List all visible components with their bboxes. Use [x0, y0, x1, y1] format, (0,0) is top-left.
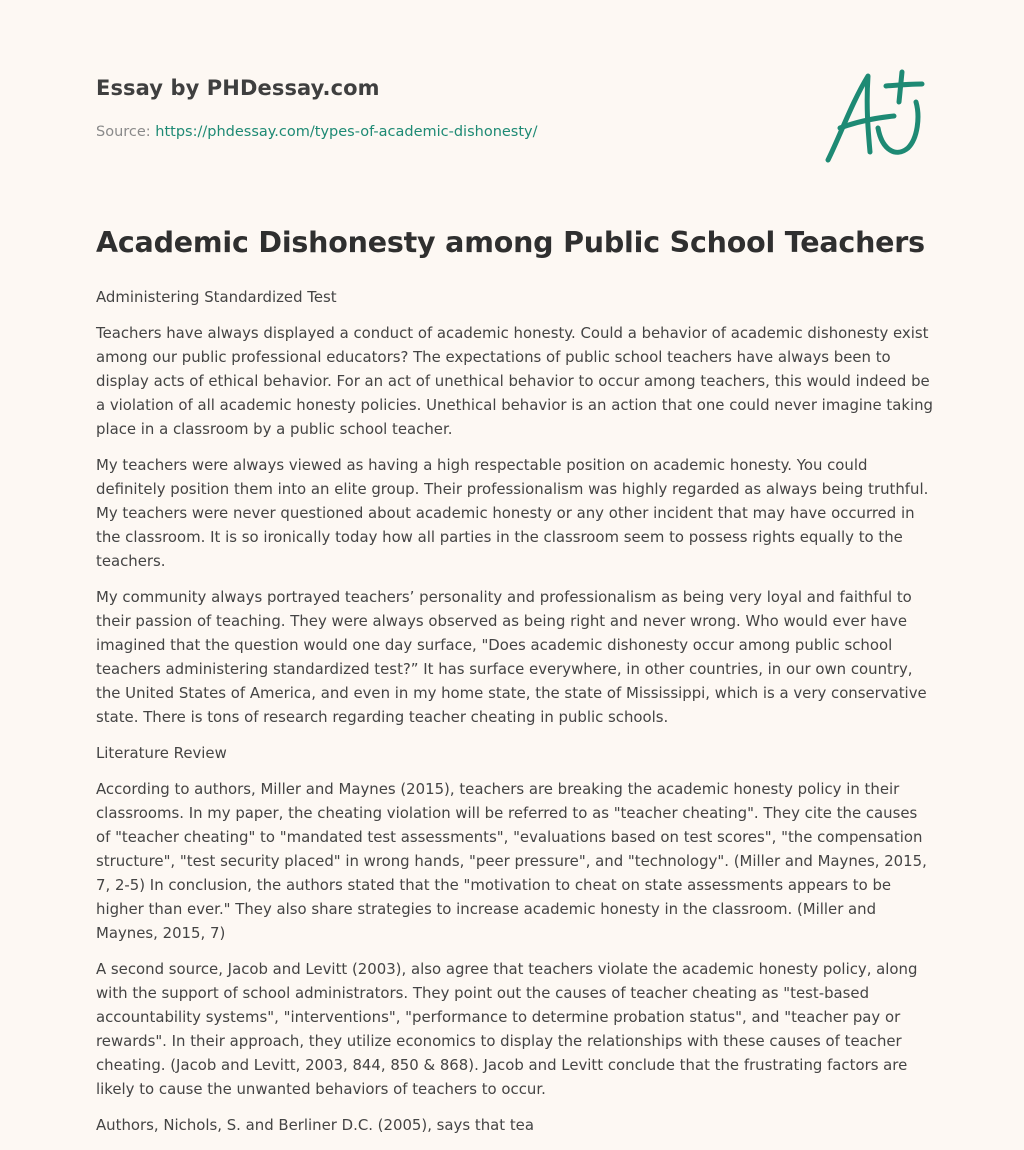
essay-body: [96, 285, 936, 1149]
paragraph: My teachers were always viewed as having a high respectable position on academic honesty. You could definitely position them into an elite group. Their professionalism was highly regarded as always being truthful. My teachers were never questioned about academic honesty or any other incident that may have occurred in the classroom. It is so ironically today how all parties in the classroom seem to possess rights equally to the teachers.: [96, 456, 929, 570]
paragraph-truncated: Authors, Nichols, S. and Berliner D.C. (2005), says that tea: [96, 1116, 534, 1134]
essay-header: [96, 0, 936, 200]
paragraph: A second source, Jacob and Levitt (2003), also agree that teachers violate the academic honesty policy, along with the support of school administrators. They point out the causes of teacher cheating as "test-based accountability systems", "interventions", "performance to determine probation status", and "teacher pay or rewards". In their approach, they utilize economics to display the relationships with these causes of teacher cheating. (Jacob and Levitt, 2003, 844, 850 & 868). Jacob and Levitt conclude that the frustrating factors are likely to cause the unwanted behaviors of teachers to occur.: [96, 960, 918, 1098]
bottom-fade: [0, 1138, 1024, 1150]
essay-title: Academic Dishonesty among Public School Teachers: [96, 226, 925, 259]
brand-title: Essay by PHDessay.com: [96, 76, 380, 100]
source-link[interactable]: https://phdessay.com/types-of-academic-dishonesty/: [155, 124, 538, 140]
subheading-standardized-test: Administering Standardized Test: [96, 288, 337, 306]
a-plus-logo-icon: [822, 66, 928, 166]
source-line: [96, 124, 538, 140]
paragraph: Teachers have always displayed a conduct of academic honesty. Could a behavior of academic dishonesty exist among our public professional educators? The expectations of public school teachers have always been to display acts of ethical behavior. For an act of unethical behavior to occur among teachers, this would indeed be a violation of all academic honesty policies. Unethical behavior is an action that one could never imagine taking place in a classroom by a public school teacher.: [96, 324, 933, 438]
source-label: Source:: [96, 124, 156, 140]
paragraph: My community always portrayed teachers’ personality and professionalism as being very loyal and faithful to their passion of teaching. They were always observed as being right and never wrong. Who would ever have imagined that the question would one day surface, "Does academic dishonesty occur among public school teachers administering standardized test?” It has surface everywhere, in other countries, in our own country, the United States of America, and even in my home state, the state of Mississippi, which is a very conservative state. There is tons of research regarding teacher cheating in public schools.: [96, 588, 927, 726]
essay-page: [96, 0, 936, 1134]
paragraph: According to authors, Miller and Maynes (2015), teachers are breaking the academic honesty policy in their classrooms. In my paper, the cheating violation will be referred to as "teacher cheating". They cite the causes of "teacher cheating" to "mandated test assessments", "evaluations based on test scores", "the compensation structure", "test security placed" in wrong hands, "peer pressure", and "technology". (Miller and Maynes, 2015, 7, 2-5) In conclusion, the authors stated that the "motivation to cheat on state assessments appears to be higher than ever." They also share strategies to increase academic honesty in the classroom. (Miller and Maynes, 2015, 7): [96, 780, 927, 942]
subheading-literature-review: Literature Review: [96, 744, 227, 762]
